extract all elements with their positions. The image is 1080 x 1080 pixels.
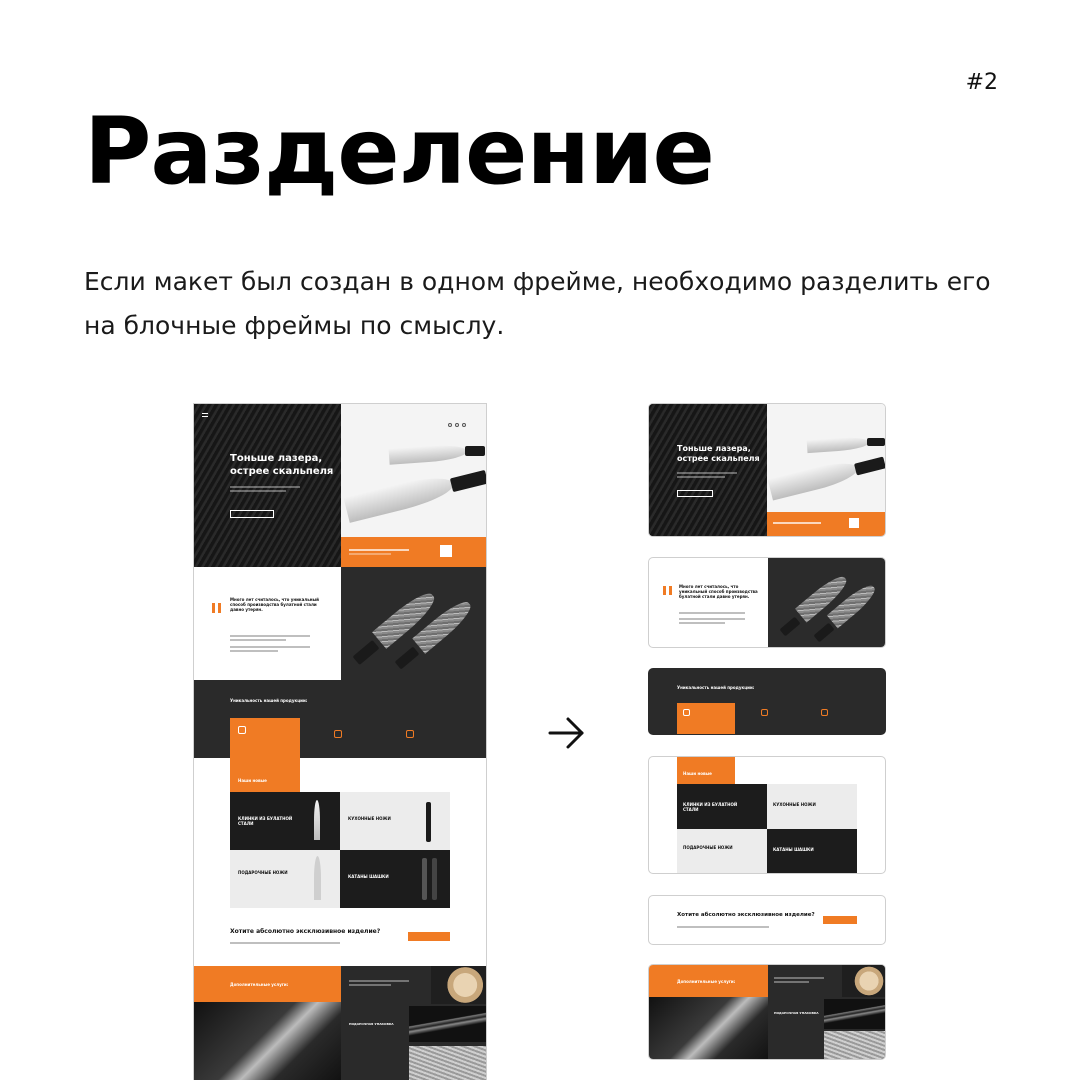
feature-tile-active bbox=[677, 703, 735, 735]
product-tile bbox=[340, 792, 450, 850]
hero-block bbox=[194, 404, 341, 567]
card-icon bbox=[849, 518, 859, 528]
services-title: Дополнительные услуги: bbox=[230, 982, 289, 987]
knife-handle bbox=[426, 802, 431, 842]
product-title: КЛИНКИ ИЗ БУЛАТНОЙ СТАЛИ bbox=[683, 802, 738, 812]
product-tile bbox=[230, 850, 340, 908]
services-item: ПОДАРОЧНАЯ УПАКОВКА bbox=[349, 1022, 394, 1026]
quote-block bbox=[194, 567, 341, 680]
cta-title: Хотите абсолютно эксклюзивное изделие? bbox=[677, 912, 815, 918]
knife-handle bbox=[813, 623, 834, 643]
product-tile bbox=[340, 850, 450, 908]
product-title: КАТАНЫ ШАШКИ bbox=[773, 847, 814, 852]
arrow-right-icon bbox=[548, 716, 586, 750]
feature-icon bbox=[761, 709, 768, 716]
knife-handle bbox=[432, 858, 437, 900]
hero-title: Тоньше лазера, острее скальпеля bbox=[677, 444, 760, 463]
hero-orange-card bbox=[767, 512, 886, 537]
knife-image bbox=[768, 457, 861, 500]
hero-image bbox=[341, 404, 487, 537]
damascus-image bbox=[768, 558, 886, 648]
product-title: ПОДАРОЧНЫЕ НОЖИ bbox=[683, 845, 733, 850]
menu-icon bbox=[202, 413, 208, 417]
cta-button bbox=[408, 932, 450, 941]
frame-cta bbox=[648, 895, 886, 945]
damascus-detail-image bbox=[824, 1031, 886, 1060]
knife-image bbox=[343, 471, 456, 523]
knife-handle bbox=[353, 640, 380, 665]
services-item: ПОДАРОЧНАЯ УПАКОВКА bbox=[774, 1011, 819, 1015]
top-icons bbox=[448, 412, 478, 416]
new-label-tile bbox=[230, 758, 300, 792]
single-frame-mockup bbox=[193, 403, 487, 1080]
card-icon bbox=[440, 545, 452, 557]
services-image bbox=[194, 1002, 341, 1080]
quote-icon bbox=[212, 603, 215, 613]
frame-services bbox=[648, 964, 886, 1060]
product-tile bbox=[767, 784, 857, 829]
hero-button bbox=[677, 490, 713, 497]
knife-handle bbox=[422, 858, 427, 900]
quote-icon-bar bbox=[218, 603, 221, 613]
quote-title: Много лет считалось, что уникальный способ производства булатной стали давно утерян. bbox=[679, 584, 758, 599]
product-title: ПОДАРОЧНЫЕ НОЖИ bbox=[238, 870, 288, 875]
knife-handle bbox=[465, 446, 485, 456]
quote-title: Много лет считалось, что уникальный способ производства булатной стали давно утерян. bbox=[230, 597, 319, 612]
cta-title: Хотите абсолютно эксклюзивное изделие? bbox=[230, 928, 381, 935]
damascus-detail-image bbox=[409, 1046, 487, 1080]
new-label-tile bbox=[677, 757, 735, 784]
quote-icon-bar bbox=[669, 586, 672, 595]
knife-handle bbox=[854, 457, 886, 476]
cta-button bbox=[823, 916, 857, 924]
frame-quote bbox=[648, 557, 886, 648]
frame-products bbox=[648, 756, 886, 874]
feature-icon bbox=[821, 709, 828, 716]
knife-image bbox=[807, 436, 870, 453]
cta-block bbox=[194, 908, 487, 966]
features-title: Уникальность нашей продукции: bbox=[677, 685, 755, 690]
knife-handle bbox=[779, 617, 800, 637]
features-block bbox=[194, 680, 487, 758]
product-tile bbox=[230, 792, 340, 850]
hero-orange-card bbox=[341, 537, 487, 567]
product-title: КЛИНКИ ИЗ БУЛАТНОЙ СТАЛИ bbox=[238, 816, 293, 826]
product-title: КАТАНЫ ШАШКИ bbox=[348, 874, 389, 879]
frame-features bbox=[648, 668, 886, 735]
new-label: Наши новые bbox=[683, 771, 712, 776]
new-label: Наши новые bbox=[238, 778, 267, 783]
services-title: Дополнительные услуги: bbox=[677, 979, 736, 984]
feature-tile-active bbox=[230, 718, 300, 758]
feature-icon bbox=[238, 726, 246, 734]
knife-handle bbox=[867, 438, 885, 446]
hero-text bbox=[230, 484, 300, 492]
damascus-image bbox=[341, 567, 487, 680]
wood-image bbox=[842, 965, 886, 997]
hero-button bbox=[230, 510, 274, 518]
slide-number: #2 bbox=[965, 70, 998, 95]
knife-set-image bbox=[409, 1006, 487, 1042]
hero-title: Тоньше лазера, острее скальпеля bbox=[230, 453, 334, 477]
knife-image bbox=[314, 800, 320, 840]
services-header bbox=[194, 966, 341, 1002]
feature-icon bbox=[334, 730, 342, 738]
feature-icon bbox=[683, 709, 690, 716]
services-list bbox=[768, 965, 886, 1060]
product-tile bbox=[677, 784, 767, 829]
product-title: КУХОННЫЕ НОЖИ bbox=[773, 802, 816, 807]
services-image bbox=[649, 997, 768, 1060]
hero-block bbox=[649, 404, 767, 537]
page-title: Разделение bbox=[84, 98, 714, 205]
wood-image bbox=[431, 966, 487, 1004]
frame-hero bbox=[648, 403, 886, 537]
quote-icon bbox=[663, 586, 666, 595]
knife-handle bbox=[395, 646, 420, 669]
feature-icon bbox=[406, 730, 414, 738]
features-title: Уникальность нашей продукции: bbox=[230, 698, 308, 703]
lead-text: Если макет был создан в одном фрейме, необходимо разделить его на блочные фреймы по смыслу. bbox=[84, 267, 991, 340]
knife-image bbox=[389, 443, 468, 464]
hero-image bbox=[767, 404, 886, 512]
knife-handle bbox=[450, 470, 487, 492]
product-title: КУХОННЫЕ НОЖИ bbox=[348, 816, 391, 821]
product-tile bbox=[767, 829, 857, 874]
product-tile bbox=[677, 829, 767, 874]
knife-set-image bbox=[824, 999, 886, 1029]
services-header bbox=[649, 965, 768, 997]
services-list bbox=[341, 966, 487, 1080]
products-block bbox=[194, 758, 487, 908]
knife-image bbox=[314, 856, 321, 900]
